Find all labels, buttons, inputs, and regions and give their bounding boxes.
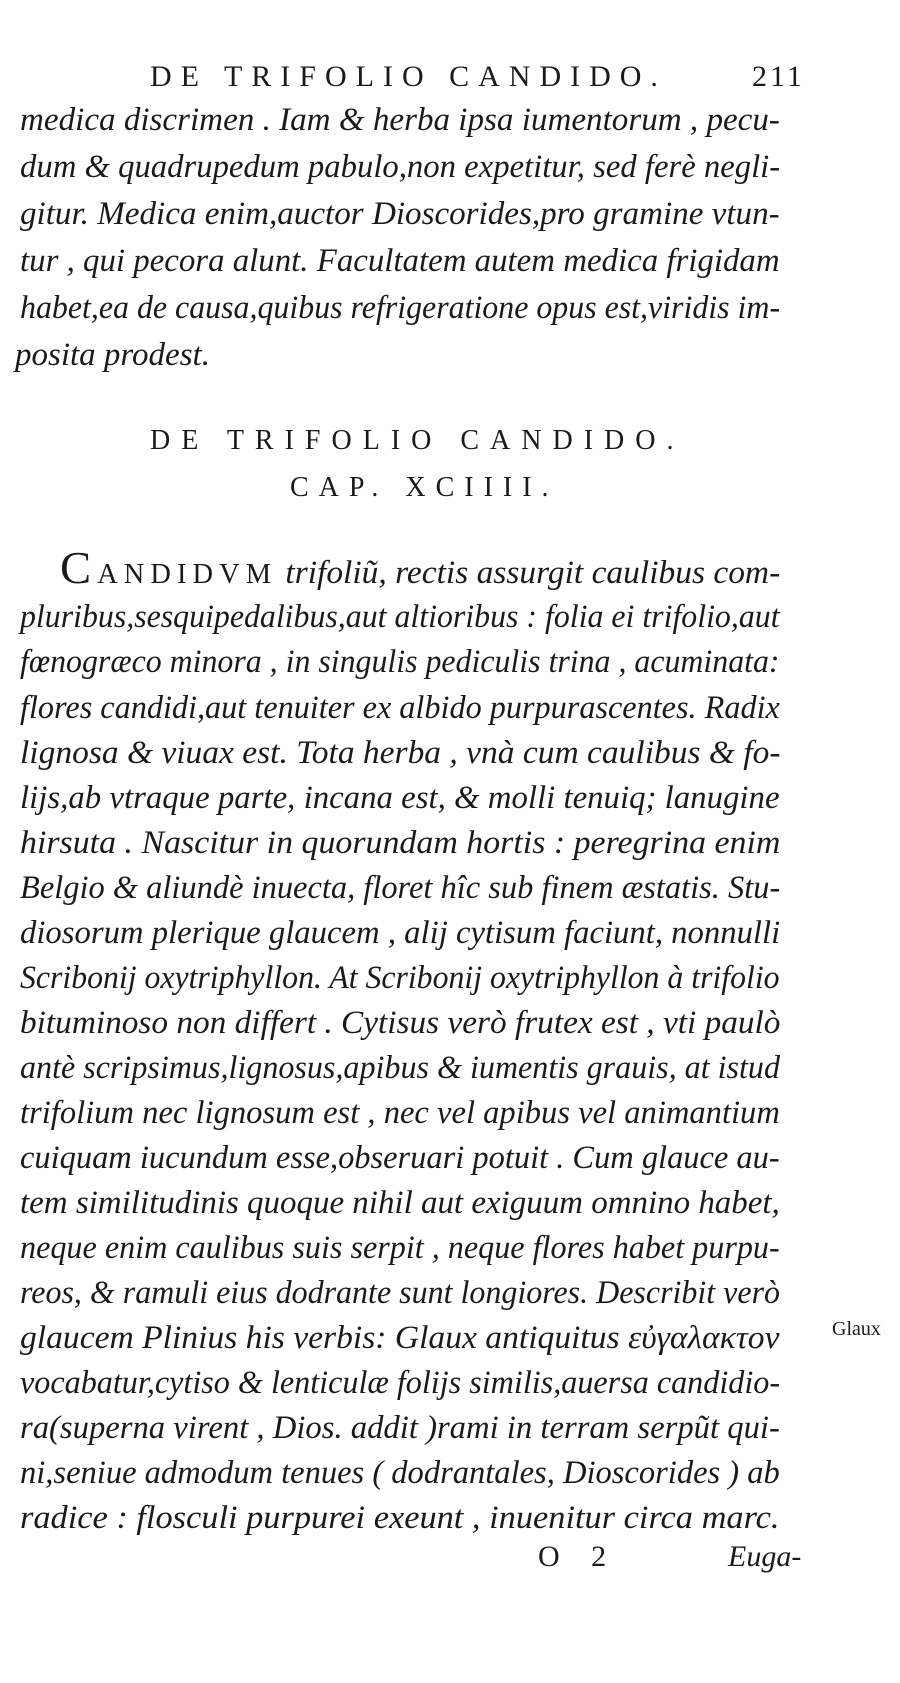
text-line: bituminoso non differt . Cytisus verò frutex est , vti paulò bbox=[20, 1005, 781, 1041]
text-line: reos, & ramuli eius dodrante sunt longiores. Describit verò bbox=[20, 1275, 781, 1311]
text-line: lijs,ab vtraque parte, incana est, & molli tenuiq; lanugine bbox=[20, 780, 780, 816]
text-line: fœnogræco minora , in singulis pediculis trina , acuminata: bbox=[20, 644, 780, 680]
text-line: hirsuta . Nascitur in quorundam hortis : peregrina enim bbox=[20, 825, 781, 861]
text-line: tem similitudinis quoque nihil aut exiguum omnino habet, bbox=[20, 1185, 780, 1221]
text-line: medica discrimen . Iam & herba ipsa iumentorum , pecu- bbox=[20, 102, 780, 138]
text-line: ra(superna virent , Dios. addit )rami in terram serpũt qui- bbox=[20, 1410, 780, 1446]
page-number: 211 bbox=[752, 60, 805, 93]
text-line: vocabatur,cytiso & lenticulæ folijs similis,auersa candidio- bbox=[20, 1365, 781, 1401]
text-line: antè scripsimus,lignosus,apibus & iumentis grauis, at istud bbox=[20, 1050, 781, 1086]
chapter-number: CAP. XCIIII. bbox=[290, 472, 559, 503]
text-line: tur , qui pecora alunt. Facultatem autem medica frigidam bbox=[20, 243, 780, 279]
text-line: dum & quadrupedum pabulo,non expetitur, sed ferè negli- bbox=[20, 149, 781, 185]
text-line: glaucem Plinius his verbis: Glaux antiquitus εὐγαλακτον bbox=[20, 1320, 780, 1356]
catchword: Euga- bbox=[728, 1540, 802, 1573]
text-line: flores candidi,aut tenuiter ex albido purpurascentes. Radix bbox=[20, 690, 780, 726]
text-line: Scribonij oxytriphyllon. At Scribonij oxytriphyllon à trifolio bbox=[20, 960, 780, 996]
text-line: neque enim caulibus suis serpit , neque flores habet purpu- bbox=[20, 1230, 780, 1266]
text-line: cuiquam iucundum esse,obseruari potuit . Cum glauce au- bbox=[20, 1140, 780, 1176]
text-line: lignosa & viuax est. Tota herba , vnà cum caulibus & fo- bbox=[20, 735, 781, 771]
margin-note: Glaux bbox=[832, 1318, 881, 1340]
running-head: DE TRIFOLIO CANDIDO. bbox=[150, 60, 667, 93]
text-line: habet,ea de causa,quibus refrigeratione opus est,viridis im- bbox=[20, 290, 781, 326]
first-text-line bbox=[60, 542, 781, 595]
text-line: diosorum plerique glaucem , alij cytisum faciunt, nonnulli bbox=[20, 915, 781, 951]
signature-mark: O 2 bbox=[538, 1540, 619, 1573]
text-line: Belgio & aliundè inuecta, floret hîc sub finem æstatis. Stu- bbox=[20, 870, 781, 906]
chapter-title: DE TRIFOLIO CANDIDO. bbox=[150, 425, 685, 456]
initial-letter: C bbox=[60, 542, 98, 593]
text-line: trifolium nec lignosum est , nec vel apibus vel animantium bbox=[20, 1095, 780, 1131]
initial-rest: ANDIDVM bbox=[97, 559, 278, 590]
text-line: ni,seniue admodum tenues ( dodrantales, Dioscorides ) ab bbox=[20, 1455, 780, 1491]
text-line: pluribus,sesquipedalibus,aut altioribus : folia ei trifolio,aut bbox=[20, 599, 780, 635]
text-line: posita prodest. bbox=[15, 337, 210, 373]
initial-word bbox=[60, 542, 278, 593]
text-line: radice : flosculi purpurei exeunt , inuenitur circa marc. bbox=[20, 1500, 780, 1536]
text-line: gitur. Medica enim,auctor Dioscorides,pro gramine vtun- bbox=[20, 196, 780, 232]
first-line-rest: trifoliũ, rectis assurgit caulibus com- bbox=[277, 555, 781, 591]
